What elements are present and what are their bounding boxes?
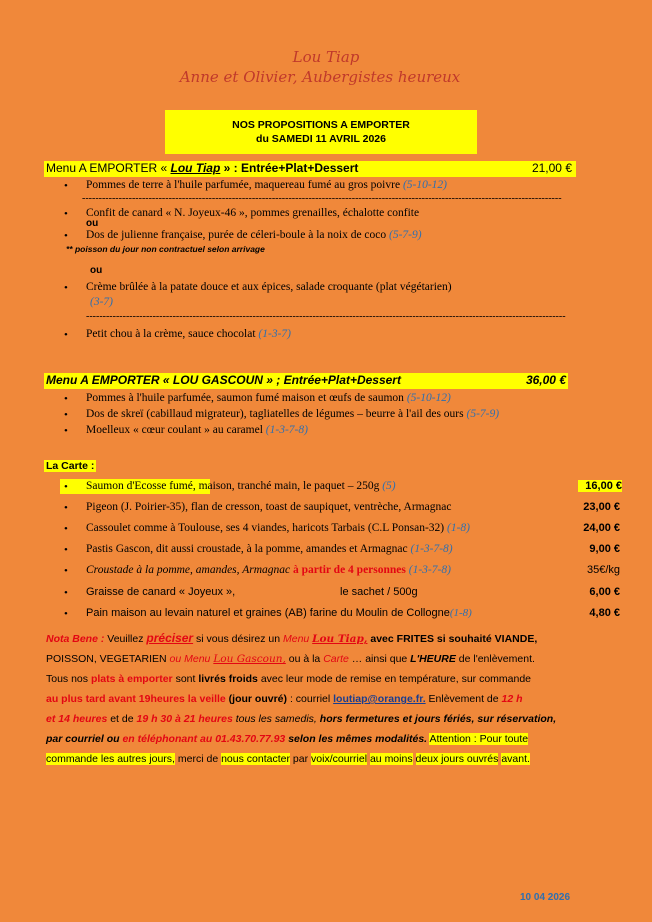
carte-item: Croustade à la pomme, amandes, Armagnac à partir de 4 personnes (1-3-7-8): [86, 564, 451, 576]
bullet-icon: •: [64, 481, 68, 493]
menu2-price: 36,00 €: [525, 373, 566, 387]
menu2-plat: Dos de skreï (cabillaud migrateur), tagliatelles de légumes – beurre à l'ail des ours (5-7-9): [86, 408, 500, 420]
bullet-icon: •: [64, 180, 68, 192]
restaurant-tagline: Anne et Olivier, Aubergistes heureux: [179, 68, 461, 86]
bullet-icon: •: [64, 208, 68, 220]
divider: ------------------------------------------------------------------------------------------------------------------------------------------------: [86, 311, 566, 322]
menu1-plat3: Crème brûlée à la patate douce et aux épices, salade croquante (plat végétarien): [86, 281, 452, 293]
menu1-prefix: Menu A EMPORTER «: [46, 161, 168, 175]
carte-price: 9,00 €: [589, 543, 620, 555]
menu1-entree: Pommes de terre à l'huile parfumée, maquereau fumé au gros poivre (5-10-12): [86, 179, 448, 191]
menu1-suffix: » : Entrée+Plat+Dessert: [223, 161, 359, 175]
menu1-plat3-allergens: (3-7): [90, 296, 113, 308]
menu2-header: [44, 373, 568, 389]
carte-item: Pastis Gascon, dit aussi croustade, à la pomme, amandes et Armagnac (1-3-7-8): [86, 543, 453, 555]
menu2-title: Menu A EMPORTER « LOU GASCOUN » ; Entrée+Plat+Dessert: [46, 373, 401, 387]
banner-line1: NOS PROPOSITIONS A EMPORTER: [232, 119, 410, 131]
menu1-price: 21,00 €: [531, 161, 572, 175]
carte-item: Cassoulet comme à Toulouse, ses 4 viandes, haricots Tarbais (C.L Ponsan-32) (1-8): [86, 522, 471, 534]
menu1-header: [44, 161, 576, 177]
carte-title: La Carte :: [46, 460, 95, 472]
menu1-plat1: Confit de canard « N. Joyeux-46 », pommes grenailles, échalotte confite: [86, 207, 420, 219]
carte-item: Saumon d'Ecosse fumé, maison, tranché main, le paquet – 250g (5): [86, 480, 396, 492]
bullet-icon: •: [64, 409, 68, 421]
bullet-icon: •: [64, 502, 68, 514]
bullet-icon: •: [64, 425, 68, 437]
divider: ------------------------------------------------------------------------------------------------------------------------------------------------: [82, 193, 562, 204]
footer-date: 10 04 2026: [520, 892, 571, 903]
carte-price: 4,80 €: [589, 607, 620, 619]
bullet-icon: •: [64, 544, 68, 556]
menu1-ou1: ou: [86, 218, 99, 229]
carte-price: 23,00 €: [583, 501, 620, 513]
banner-line2: du SAMEDI 11 AVRIL 2026: [256, 133, 386, 145]
menu1-name: Lou Tiap: [170, 161, 221, 175]
menu1-plat2: Dos de julienne française, purée de céleri-boule à la noix de coco (5-7-9): [86, 229, 422, 241]
bullet-icon: •: [64, 329, 68, 341]
carte-item: Pain maison au levain naturel et graines (AB) farine du Moulin de Collogne(1-8): [86, 607, 472, 619]
bullet-icon: •: [64, 523, 68, 535]
menu2-dessert: Moelleux « cœur coulant » au caramel (1-3-7-8): [86, 424, 308, 436]
bullet-icon: •: [64, 393, 68, 405]
carte-price: 24,00 €: [583, 522, 620, 534]
bullet-icon: •: [64, 608, 68, 620]
menu1-dessert: Petit chou à la crème, sauce chocolat (1-3-7): [86, 328, 291, 340]
bullet-icon: •: [64, 282, 68, 294]
carte-item-detail: le sachet / 500g: [340, 586, 418, 598]
carte-price: 16,00 €: [578, 480, 622, 492]
carte-item: Graisse de canard « Joyeux »,: [86, 586, 236, 598]
bullet-icon: •: [64, 230, 68, 242]
bullet-icon: •: [64, 587, 68, 599]
carte-item: Pigeon (J. Poirier-35), flan de cresson, toast de saupiquet, ventrèche, Armagnac: [86, 501, 452, 513]
carte-price: 6,00 €: [589, 586, 620, 598]
menu1-note: ** poisson du jour non contractuel selon arrivage: [66, 244, 265, 254]
bullet-icon: •: [64, 565, 68, 577]
title-banner: [165, 110, 477, 154]
restaurant-name: Lou Tiap: [292, 48, 360, 66]
menu1-ou2: ou: [90, 265, 103, 276]
nota-bene: Nota Bene : Veuillez préciser si vous désirez un Menu Lou Tiap, avec FRITES si souhaité VIANDE, POISSON, VEGETARIEN ou Menu Lou Gascoun, ou à la Carte … ainsi que L'HEURE de l'enlèvement. Tous nos plats à emporter sont livrés froids avec leur mode de remise en température, sur commande au plus tard avant 19heures la veille (jour ouvré) : courriel loutiap@orange.fr. Enlèvement de 12 h et 14 heures et de 19 h 30 à 21 heures tous les samedis, hors fermetures et jours fériés, sur réservation, par courriel ou en téléphonant au 01.43.70.77.93 selon les mêmes modalités. Attention : Pour toute commande les autres jours, merci de nous contacter par voix/courriel au moins deux jours ouvrés avant.: [46, 631, 557, 765]
menu2-entree: Pommes à l'huile parfumée, saumon fumé maison et œufs de saumon (5-10-12): [86, 392, 451, 404]
carte-price: 35€/kg: [586, 564, 620, 576]
